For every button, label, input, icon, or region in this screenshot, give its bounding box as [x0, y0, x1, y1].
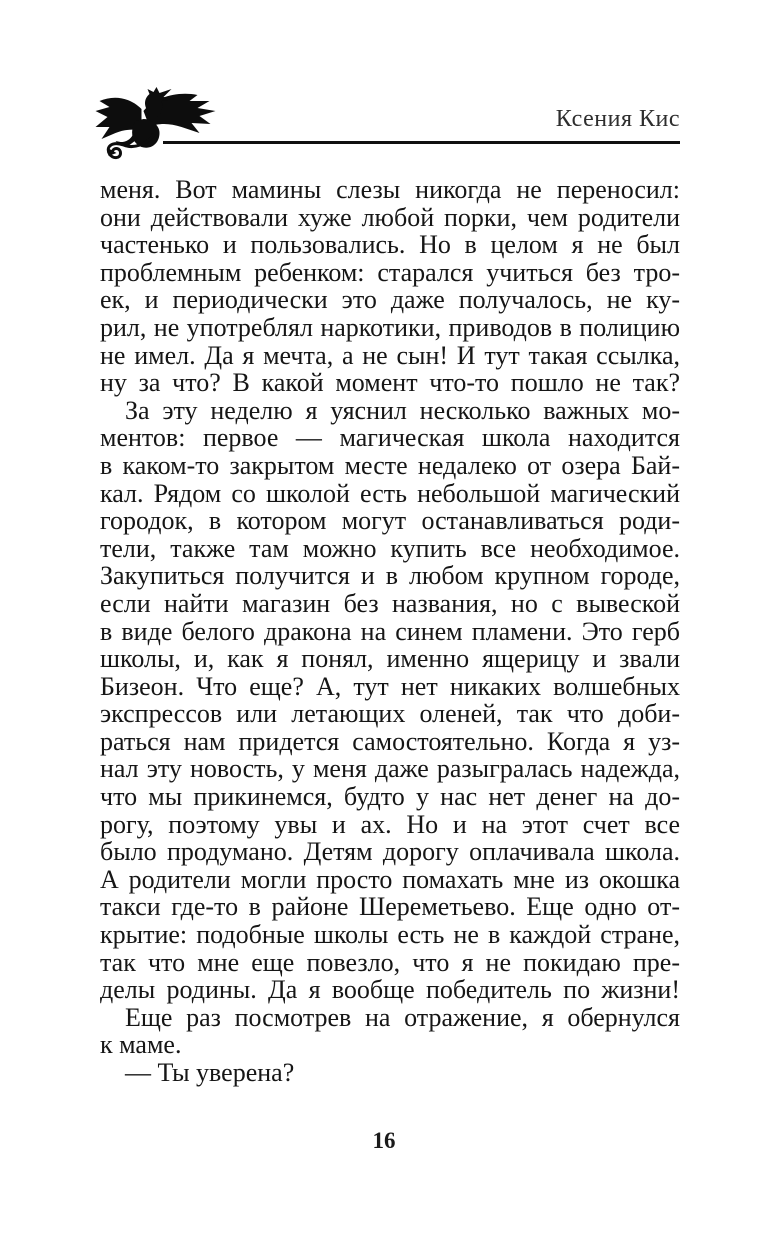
text-line: рогу, поэтому увы и ах. Но и на этот счет все [100, 809, 680, 839]
text-line: делы родины. Да я вообще победитель по жизни! [100, 975, 680, 1005]
text-line: За эту неделю я уяснил несколько важных мо- [125, 395, 680, 425]
text-line: А родители могли просто помахать мне из окошка [100, 864, 680, 894]
page-number: 16 [372, 1128, 396, 1153]
text-line: ментов: первое — магическая школа находится [100, 423, 680, 453]
author-name: Ксения Кис [555, 106, 680, 132]
text-line: было продумано. Детям дорогу оплачивала школа. [100, 837, 680, 867]
text-line: такси где-то в районе Шереметьево. Еще одно от- [100, 892, 680, 922]
text-line: что мы прикинемся, будто у нас нет денег на до- [100, 782, 680, 812]
text-line: ек, и периодически это даже получалось, не ку- [100, 285, 680, 315]
text-line: так что мне еще повезло, что я не покидаю пре- [100, 947, 680, 977]
text-line: экспрессов или летающих оленей, так что доби- [100, 699, 680, 729]
text-line: к маме. [100, 1030, 182, 1060]
text-line: рил, не употреблял наркотики, приводов в полицию [100, 312, 680, 342]
text-line: не имел. Да я мечта, а не сын! И тут такая ссылка, [100, 340, 680, 370]
body-text [100, 176, 680, 1087]
header-rule [163, 141, 680, 144]
text-line: — Ты уверена? [125, 1058, 295, 1087]
text-line: частенько и пользовались. Но в целом я не был [100, 230, 680, 260]
text-line: ну за что? В какой момент что-то пошло не так? [100, 368, 680, 398]
text-line: Закупиться получится и в любом крупном городе, [100, 561, 680, 591]
text-line: кал. Рядом со школой есть небольшой магический [100, 478, 680, 508]
text-line: в каком-то закрытом месте недалеко от озера Бай- [100, 450, 680, 480]
text-line: тели, также там можно купить все необходимое. [100, 533, 680, 563]
text-line: они действовали хуже любой порки, чем родители [100, 202, 680, 232]
text-line: в виде белого дракона на синем пламени. Это герб [100, 616, 680, 646]
text-line: меня. Вот мамины слезы никогда не переносил: [100, 175, 680, 204]
text-line: нал эту новость, у меня даже разыгралась надежда, [100, 754, 680, 784]
text-line: проблемным ребенком: старался учиться без тро- [100, 257, 680, 287]
text-line: крытие: подобные школы есть не в каждой стране, [100, 920, 680, 950]
text-line: школы, и, как я понял, именно ящерицу и звали [100, 644, 680, 674]
text-line: если найти магазин без названия, но с вывеской [100, 588, 680, 618]
text-line: раться нам придется самостоятельно. Когда я уз- [100, 726, 680, 756]
text-line: Бизеон. Что еще? А, тут нет никаких волшебных [100, 671, 680, 701]
dragon-icon [93, 87, 219, 167]
text-line: Еще раз посмотрев на отражение, я обернулся [125, 1002, 680, 1032]
text-line: городок, в котором могут останавливаться роди- [100, 506, 680, 536]
